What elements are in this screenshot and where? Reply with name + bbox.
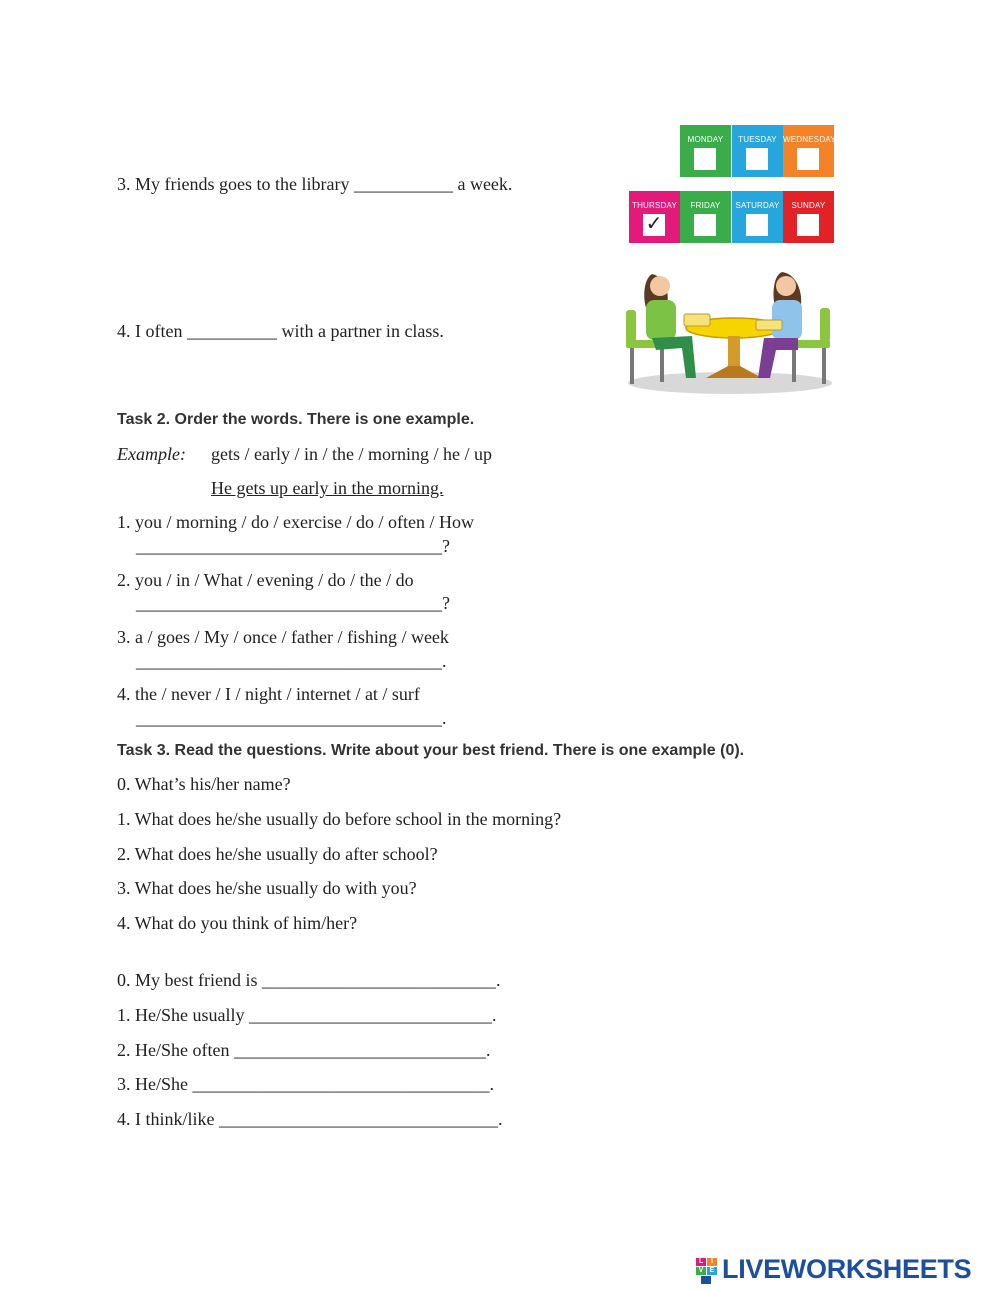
logo-block: I: [707, 1258, 717, 1266]
day-checkbox: [746, 214, 768, 236]
day-label: THURSDAY: [631, 201, 677, 210]
logo-block: V: [696, 1267, 706, 1275]
check-mark-icon: ✓: [645, 211, 663, 235]
day-checkbox: [746, 148, 768, 170]
task3-question-0: 0. What’s his/her name?: [117, 774, 291, 794]
day-checkbox: [797, 214, 819, 236]
task3-answer-3[interactable]: 3. He/She _________________________________.: [117, 1074, 494, 1094]
day-checkbox: [694, 148, 716, 170]
task2-heading: Task 2. Order the words. There is one example.: [117, 411, 475, 428]
logo-text: LIVEWORKSHEETS: [722, 1254, 972, 1284]
task2-item-4-words: 4. the / never / I / night / internet / at / surf: [117, 684, 420, 704]
day-checkbox: [643, 211, 665, 236]
task2-item-2-blank[interactable]: __________________________________?: [136, 593, 450, 613]
task2-item-3-blank[interactable]: __________________________________.: [136, 651, 447, 671]
task2-item-2-words: 2. you / in / What / evening / do / the / do: [117, 570, 414, 590]
logo-block: L: [696, 1258, 706, 1266]
students-reading-illustration: [622, 266, 836, 398]
calendar-day-saturday: [732, 191, 783, 243]
calendar-day-wednesday: [783, 125, 834, 177]
task3-answer-4[interactable]: 4. I think/like _______________________________.: [117, 1109, 503, 1129]
day-label: MONDAY: [687, 135, 724, 144]
task3-question-2: 2. What does he/she usually do after school?: [117, 844, 438, 864]
example-words: gets / early / in / the / morning / he / up: [211, 444, 492, 464]
task2-item-1-words: 1. you / morning / do / exercise / do / often / How: [117, 512, 474, 532]
task2-item-3-words: 3. a / goes / My / once / father / fishing / week: [117, 627, 449, 647]
task3-answer-1[interactable]: 1. He/She usually ___________________________.: [117, 1005, 497, 1025]
task3-question-1: 1. What does he/she usually do before school in the morning?: [117, 809, 562, 829]
day-label: SUNDAY: [791, 201, 826, 210]
calendar-day-monday: [680, 125, 731, 177]
calendar-day-friday: [680, 191, 731, 243]
task2-item-1-blank[interactable]: __________________________________?: [136, 536, 450, 556]
task3-answer-2[interactable]: 2. He/She often ____________________________.: [117, 1040, 491, 1060]
day-label: SATURDAY: [735, 201, 780, 210]
day-checkbox: [797, 148, 819, 170]
task1-question-3: 3. My friends goes to the library ___________ a week.: [117, 174, 513, 194]
logo-block: [701, 1276, 711, 1284]
day-label: WEDNESDAY: [783, 135, 836, 144]
task3-heading: Task 3. Read the questions. Write about your best friend. There is one example (0).: [117, 742, 745, 759]
calendar-day-thursday: [629, 191, 680, 243]
day-label: FRIDAY: [690, 201, 721, 210]
example-answer: He gets up early in the morning.: [211, 478, 444, 498]
logo-mark-icon: [696, 1258, 718, 1284]
task3-question-3: 3. What does he/she usually do with you?: [117, 878, 417, 898]
day-checkbox: [694, 214, 716, 236]
task3-question-4: 4. What do you think of him/her?: [117, 913, 358, 933]
calendar-day-tuesday: [732, 125, 783, 177]
day-label: TUESDAY: [738, 135, 777, 144]
calendar-day-sunday: [783, 191, 834, 243]
task1-question-4: 4. I often __________ with a partner in class.: [117, 321, 444, 341]
task2-item-4-blank[interactable]: __________________________________.: [136, 708, 447, 728]
task3-answer-0[interactable]: 0. My best friend is __________________________.: [117, 970, 501, 990]
logo-block: E: [707, 1267, 717, 1275]
example-label: Example:: [117, 444, 186, 464]
